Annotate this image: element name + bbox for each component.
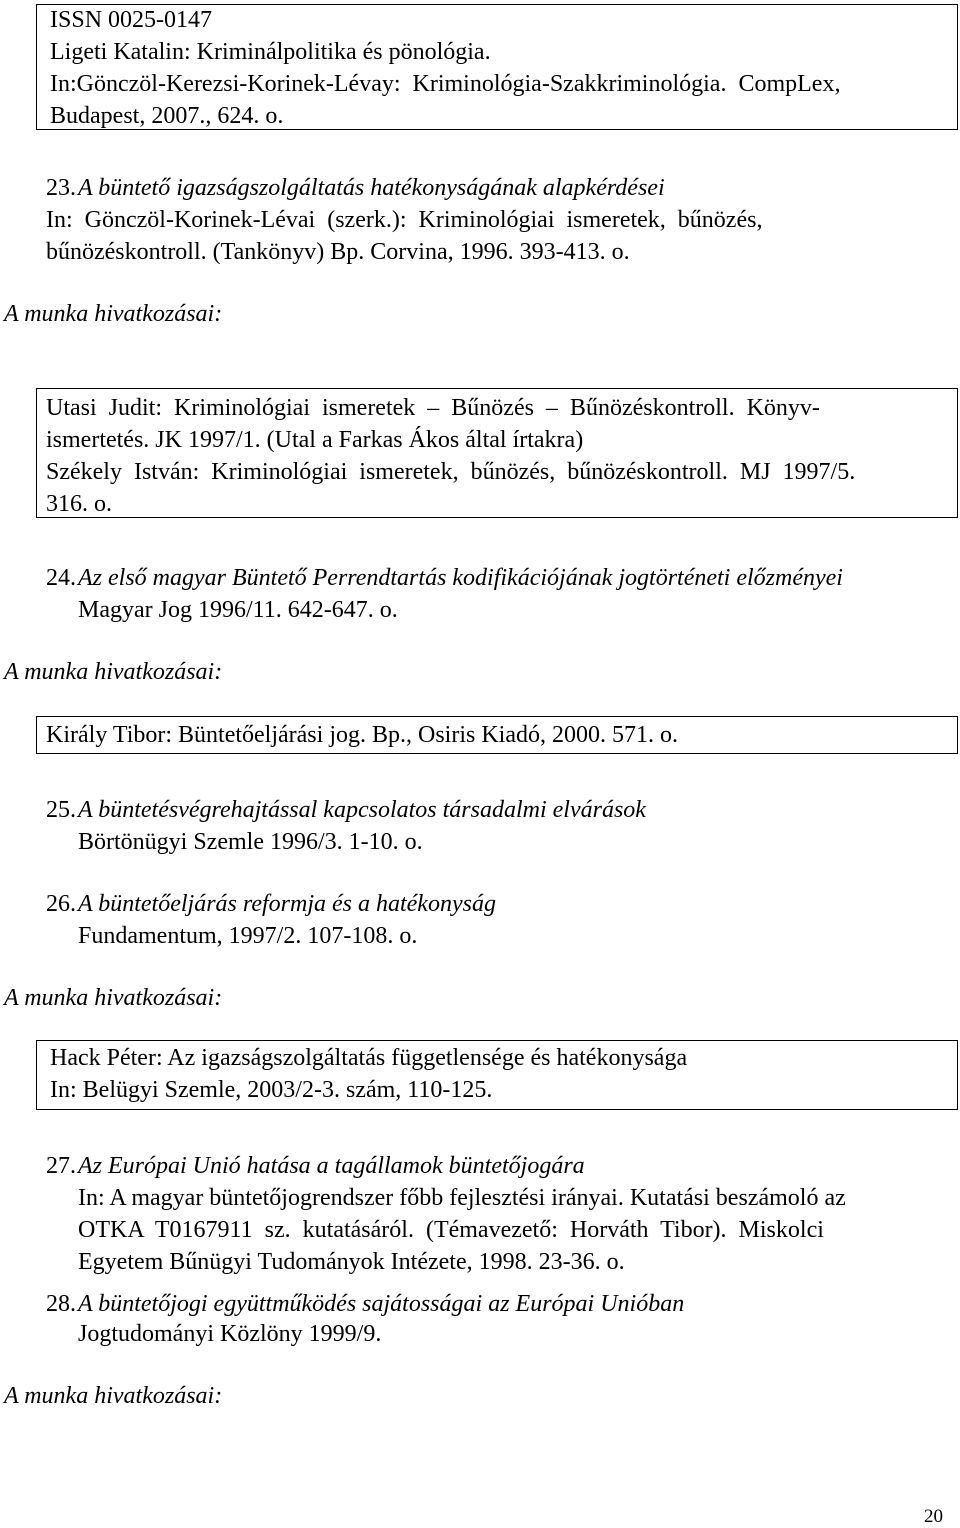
item-title: A büntetőjogi együttműködés sajátosságai az Európai Unióban — [78, 1291, 685, 1317]
item-line: In: A magyar büntetőjogrendszer főbb fejlesztési irányai. Kutatási beszámoló az — [78, 1185, 846, 1211]
item-number: 28. — [46, 1291, 76, 1317]
item-title: Az Európai Unió hatása a tagállamok büntetőjogára — [78, 1153, 585, 1179]
page-number: 20 — [924, 1506, 943, 1527]
item-number: 27. — [46, 1153, 76, 1179]
item-title: Az első magyar Büntető Perrendtartás kodifikációjának jogtörténeti előzményei — [78, 565, 843, 591]
item-line: Magyar Jog 1996/11. 642-647. o. — [78, 597, 398, 623]
refs-label: A munka hivatkozásai: — [4, 1383, 223, 1409]
refs-label: A munka hivatkozásai: — [4, 301, 223, 327]
item-number: 26. — [46, 891, 76, 917]
box-line: Ligeti Katalin: Kriminálpolitika és pönológia. — [50, 39, 491, 65]
item-line: Jogtudományi Közlöny 1999/9. — [78, 1321, 382, 1347]
refs-label: A munka hivatkozásai: — [4, 985, 223, 1011]
refs-label: A munka hivatkozásai: — [4, 659, 223, 685]
box-line: Budapest, 2007., 624. o. — [50, 103, 284, 129]
item-line: Fundamentum, 1997/2. 107-108. o. — [78, 923, 418, 949]
item-line: Börtönügyi Szemle 1996/3. 1-10. o. — [78, 829, 423, 855]
item-number: 24. — [46, 565, 76, 591]
item-title: A büntetésvégrehajtással kapcsolatos társadalmi elvárások — [78, 797, 646, 823]
item-number: 25. — [46, 797, 76, 823]
item-line: In: Gönczöl-Korinek-Lévai (szerk.): Kriminológiai ismeretek, bűnözés, — [46, 207, 763, 233]
item-line: OTKA T0167911 sz. kutatásáról. (Témavezető: Horváth Tibor). Miskolci — [78, 1217, 824, 1243]
item-title: A büntetőeljárás reformja és a hatékonyság — [78, 891, 496, 917]
ref-line: Székely István: Kriminológiai ismeretek, bűnözés, bűnözéskontroll. MJ 1997/5. — [46, 459, 856, 485]
ref-line: ismertetés. JK 1997/1. (Utal a Farkas Ákos által írtakra) — [46, 427, 584, 453]
item-title: A büntető igazságszolgáltatás hatékonyságának alapkérdései — [78, 175, 665, 201]
ref-line: Utasi Judit: Kriminológiai ismeretek – Bűnözés – Bűnözéskontroll. Könyv- — [46, 395, 820, 421]
ref-line: In: Belügyi Szemle, 2003/2-3. szám, 110-125. — [50, 1077, 493, 1103]
ref-line: 316. o. — [46, 491, 112, 517]
box-line: ISSN 0025-0147 — [50, 7, 213, 33]
box-line: In:Gönczöl-Kerezsi-Korinek-Lévay: Kriminológia-Szakkriminológia. CompLex, — [50, 71, 841, 97]
item-line: Egyetem Bűnügyi Tudományok Intézete, 1998. 23-36. o. — [78, 1249, 625, 1275]
ref-line: Király Tibor: Büntetőeljárási jog. Bp., Osiris Kiadó, 2000. 571. o. — [46, 722, 678, 748]
ref-line: Hack Péter: Az igazságszolgáltatás függetlensége és hatékonysága — [50, 1045, 688, 1071]
item-number: 23. — [46, 175, 76, 201]
item-line: bűnözéskontroll. (Tankönyv) Bp. Corvina, 1996. 393-413. o. — [46, 239, 630, 265]
